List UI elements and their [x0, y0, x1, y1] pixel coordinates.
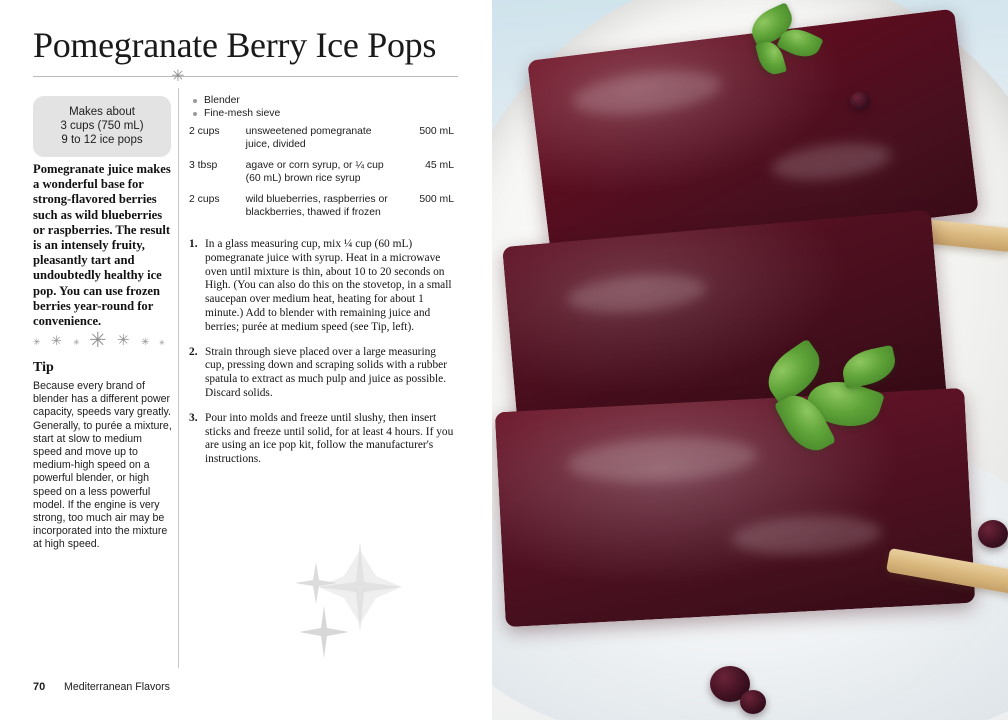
starburst-icon [290, 540, 420, 660]
table-row [189, 160, 454, 194]
equipment-item: Fine-mesh sieve [192, 107, 454, 120]
divider-star-icon: ✳ [73, 338, 80, 347]
ingredient-amount: 2 cups [189, 194, 220, 206]
ingredient-metric: 500 mL [419, 194, 454, 206]
frost-highlight [770, 137, 893, 185]
step-text: Strain through sieve placed over a large measuring cup, pressing down and scraping solids with a rubber spatula to extract as much pulp and juice as possible. Discard solids. [205, 345, 448, 399]
ingredient-amount: 3 tbsp [189, 160, 218, 172]
step-number: 2. [189, 345, 198, 358]
divider-star-icon: ✳ [141, 337, 150, 348]
star-divider-ornament [33, 330, 173, 354]
step-text: In a glass measuring cup, mix ¼ cup (60 mL) pomegranate juice with syrup. Heat in a microwave oven until mixture is thin, about 10 to 20 seconds on High. (You can also do this on the stovetop, in a small saucepan over medium heat, heating for about 1 minute.) Add to blender with remaining juice and berries; purée at medium speed (see Tip, left). [205, 238, 452, 333]
starburst-ornament [290, 540, 420, 660]
step-text: Pour into molds and freeze until slushy, then insert sticks and freeze until solid, for at least 4 hours. If you are using an ice pop kit, follow the manufacturer's instructions. [205, 411, 454, 466]
step-number: 3. [189, 411, 198, 424]
text-page [0, 0, 492, 720]
step [189, 412, 457, 467]
ingredient-name: wild blueberries, raspberries or blackberries, thawed if frozen [245, 194, 388, 218]
step [189, 346, 457, 401]
yield-line-3: 9 to 12 ice pops [61, 134, 143, 146]
divider-star-icon: ✳ [117, 332, 130, 349]
title-divider-rule [33, 76, 458, 77]
yield-line-2: 3 cups (750 mL) [60, 120, 144, 132]
yield-line-1: Makes about [69, 106, 135, 118]
frost-highlight [570, 64, 724, 122]
berry [978, 520, 1008, 548]
recipe-photo [492, 0, 1008, 720]
page-title: Pomegranate Berry Ice Pops [33, 25, 437, 65]
tip-heading: Tip [33, 360, 54, 375]
running-head: Mediterranean Flavors [64, 681, 170, 693]
yield-box [33, 96, 171, 157]
ingredients-table [189, 126, 454, 229]
step-number: 1. [189, 238, 198, 250]
frost-highlight [566, 433, 758, 487]
ingredient-metric: 45 mL [425, 160, 454, 172]
step [189, 238, 457, 335]
column-divider-rule [178, 88, 179, 668]
ingredient-name: agave or corn syrup, or ¼ cup (60 mL) brown rice syrup [245, 160, 384, 184]
table-row [189, 194, 454, 228]
frost-highlight [565, 270, 708, 318]
divider-star-icon: ✳ [89, 329, 107, 352]
equipment-item: Blender [192, 94, 454, 107]
table-row [189, 126, 454, 160]
frost-highlight [731, 512, 883, 558]
divider-star-icon: ✳ [159, 340, 165, 347]
star-ornament-icon: ✳ [171, 68, 185, 85]
instruction-steps [189, 238, 457, 478]
page-number: 70 [33, 681, 46, 693]
divider-star-icon: ✳ [33, 337, 41, 347]
ingredient-name: unsweetened pomegranate juice, divided [245, 126, 372, 150]
equipment-list [192, 94, 454, 121]
berry [850, 92, 870, 110]
ingredient-amount: 2 cups [189, 126, 220, 137]
berry [740, 690, 766, 714]
ingredient-metric: 500 mL [419, 126, 454, 137]
ice-pop-bottom [495, 388, 976, 627]
tip-body: Because every brand of blender has a different power capacity, speeds vary greatly. Generally, to purée a mixture, start at slow to medium speed and move up to medium-high speed on a powerful blender, or high speed on a less powerful model. If the engine is very strong, too much air may be incorporated into the mixture at high speed. [33, 380, 172, 551]
divider-star-icon: ✳ [51, 333, 62, 348]
intro-paragraph: Pomegranate juice makes a wonderful base for strong-flavored berries such as wild blueberries or raspberries. The result is an intensely fruity, pleasantly tart and undoubtedly healthy ice pop. You can use frozen berries year-round for convenience. [33, 162, 171, 329]
